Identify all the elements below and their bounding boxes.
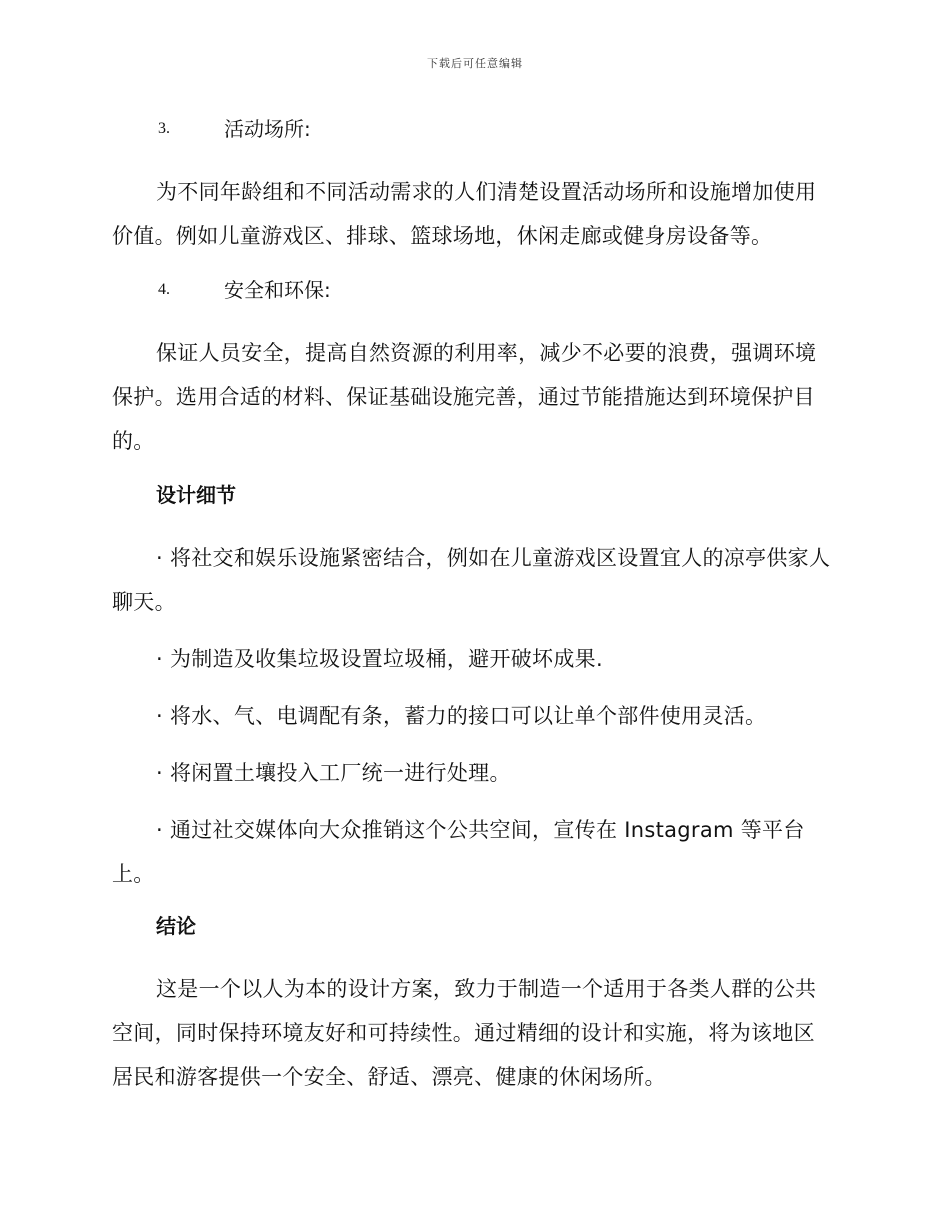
document-body	[112, 112, 832, 1114]
section-title: 安全和环保:	[224, 278, 331, 302]
bullet-item: · 为制造及收集垃圾设置垃圾桶，避开破坏成果.	[156, 647, 603, 671]
bullet-item: · 将闲置土壤投入工厂统一进行处理。	[156, 761, 511, 785]
section-venue-title	[112, 112, 832, 146]
conclusion-heading: 结论	[156, 914, 196, 938]
bullet-item: · 将水、气、电调配有条，蓄力的接口可以让单个部件使用灵活。	[156, 704, 767, 728]
header-note: 下载后可任意编辑	[427, 57, 523, 70]
section-number: 3.	[158, 120, 170, 137]
section-title: 活动场所:	[224, 117, 311, 141]
bullet-item: · 通过社交媒体向大众推销这个公共空间，宣传在 Instagram 等平台上。	[112, 818, 805, 886]
section-safety-title	[112, 273, 832, 307]
section-number: 4.	[158, 281, 170, 298]
conclusion-body: 这是一个以人为本的设计方案，致力于制造一个适用于各类人群的公共空间，同时保持环境友好和可持续性。通过精细的设计和实施，将为该地区居民和游客提供一个安全、舒适、漂亮、健康的休闲场所。	[112, 977, 817, 1089]
section-safety-body: 保证人员安全，提高自然资源的利用率，减少不必要的浪费，强调环境保护。选用合适的材料、保证基础设施完善，通过节能措施达到环境保护目的。	[112, 341, 817, 453]
bullet-item: · 将社交和娱乐设施紧密结合，例如在儿童游戏区设置宜人的凉亭供家人聊天。	[112, 546, 831, 614]
section-venue-body: 为不同年龄组和不同活动需求的人们清楚设置活动场所和设施增加使用价值。例如儿童游戏区、排球、篮球场地，休闲走廊或健身房设备等。	[112, 180, 817, 248]
design-details-heading: 设计细节	[156, 483, 236, 507]
